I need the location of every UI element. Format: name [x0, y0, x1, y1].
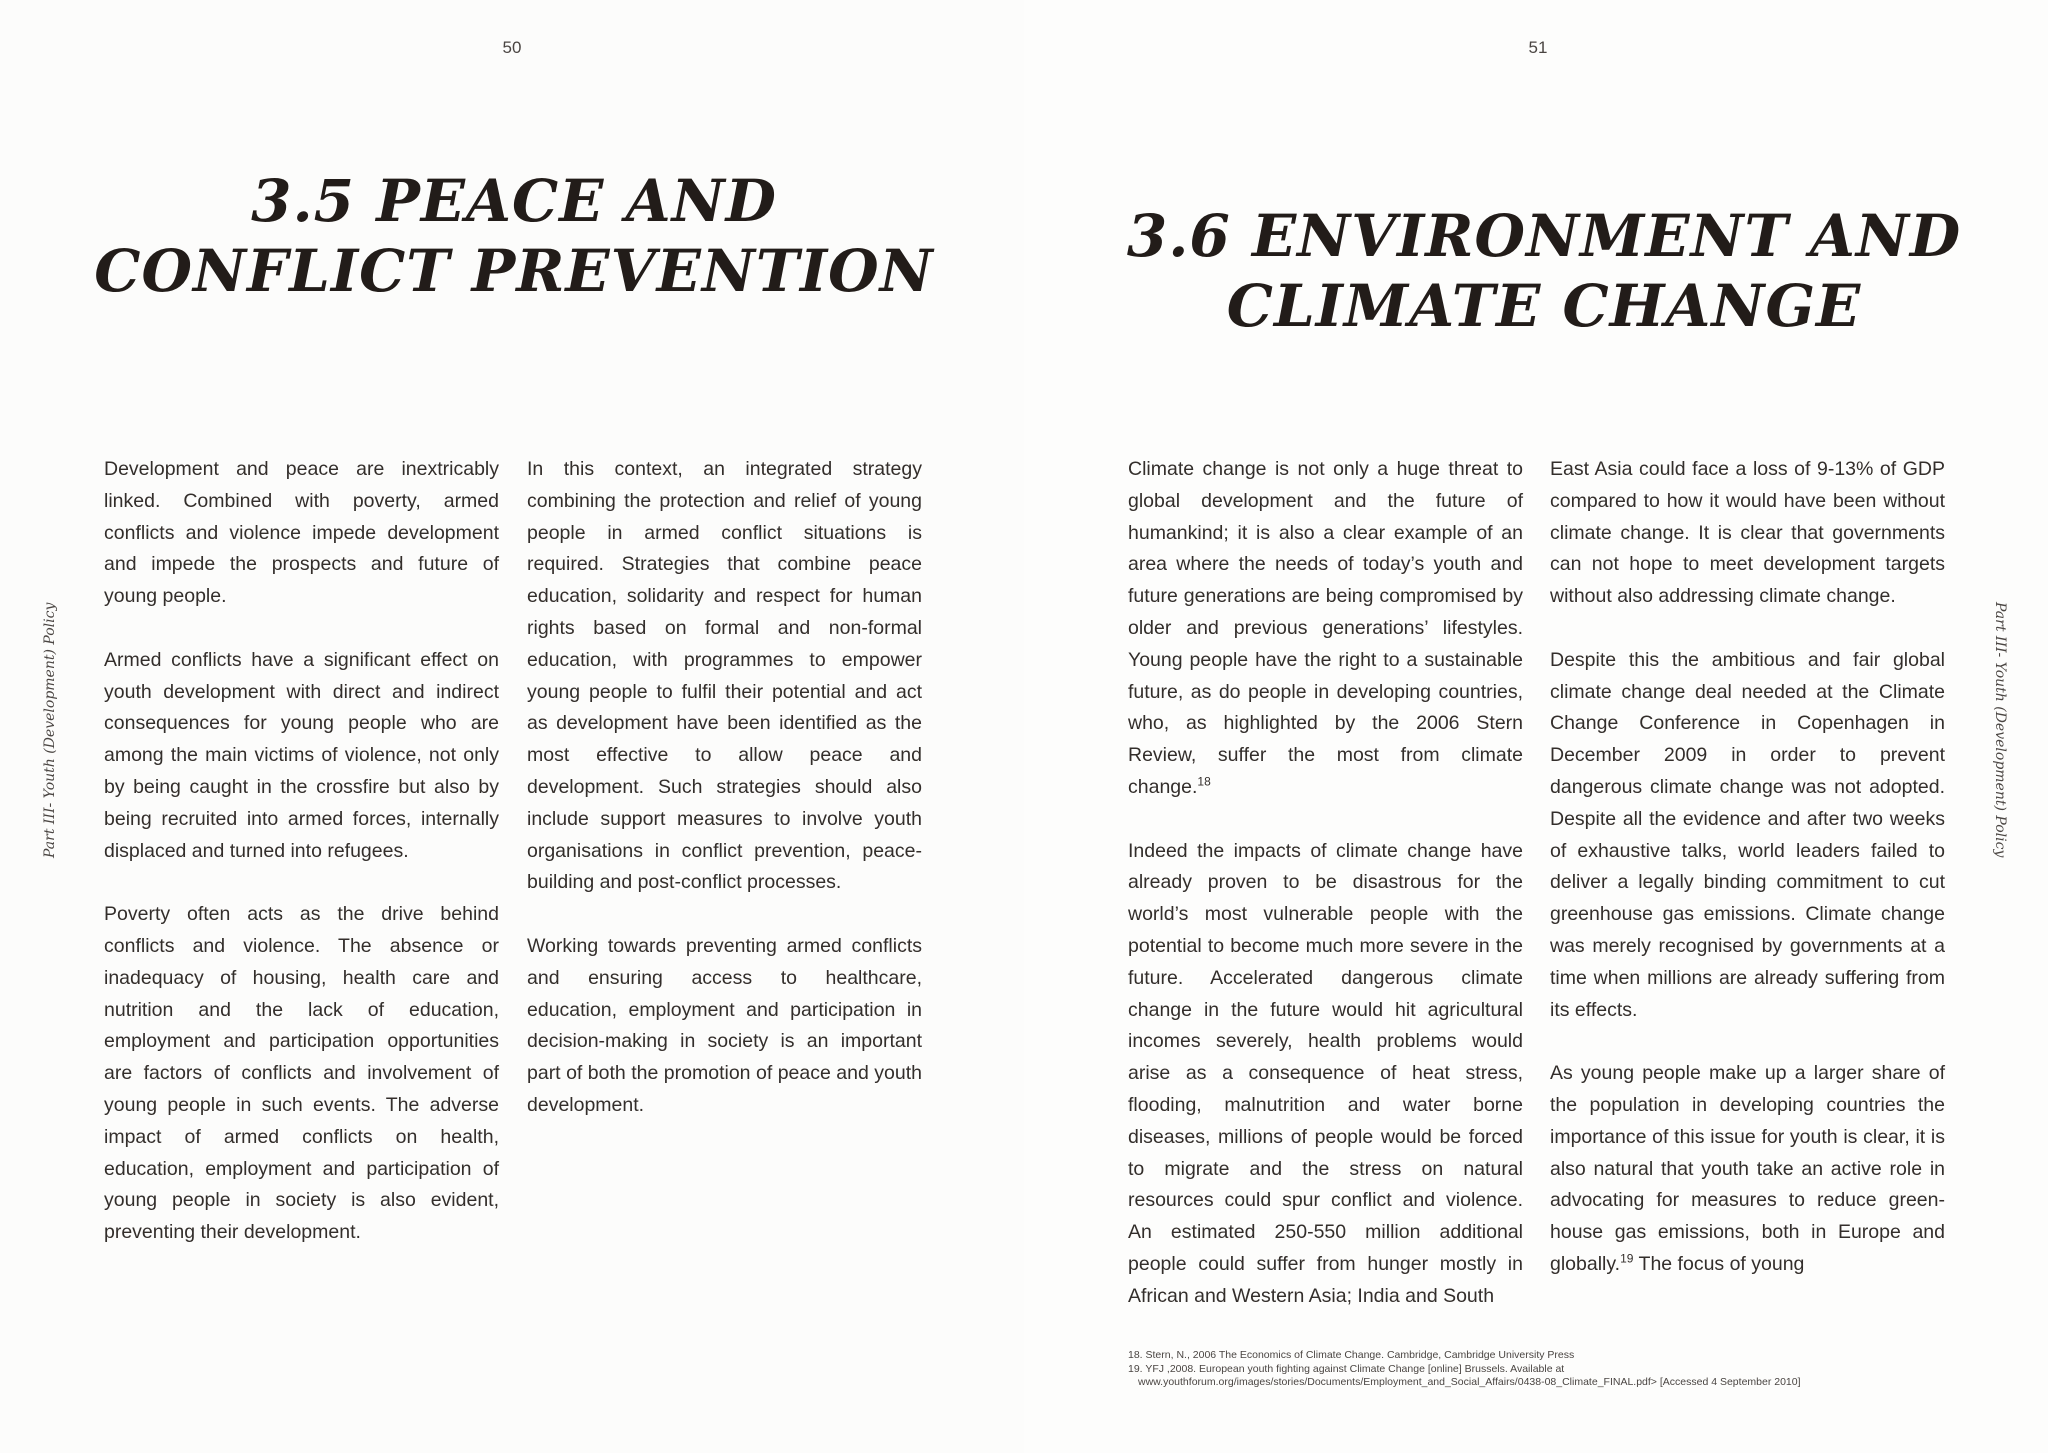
page-number-right: 51: [1528, 38, 1548, 57]
heading-line: CONFLICT PREVENTION: [94, 237, 934, 305]
paragraph: Indeed the impacts of climate change have already proven to be disastrous for the world’s most vulnerable people with the potential to become much more severe in the future. Accelerated dangerous climate change in the future would hit agricultural incomes severely, health problems would arise as a consequence of heat stress, flooding, malnutrition and water borne diseases, millions of people would be forced to migrate and the stress on natural resources could spur conflict and violence. An estimated 250-550 million additional people could suffer from hunger mostly in African and Western Asia; India and South: [1128, 839, 1523, 1307]
paragraph-text: As young people make up a larger share of the population in developing countries the importance of this issue for youth is clear, it is also natural that youth take an active role in advocating for measures to reduce green-house gas emissions, both in Europe and globally.: [1550, 1062, 1945, 1275]
footnote-18: 18. Stern, N., 2006 The Economics of Climate Change. Cambridge, Cambridge University Press: [1128, 1349, 1575, 1361]
footnote-19: 19. YFJ ,2008. European youth fighting against Climate Change [online] Brussels. Available at: [1128, 1362, 1565, 1375]
paragraph: [1128, 454, 1523, 804]
section-heading-environment: [1104, 201, 1984, 341]
paragraph: [1550, 1058, 1945, 1281]
footnote-19-url: www.youthforum.org/images/stories/Documents/Employment_and_Social_Affairs/0438-08_Climate_FINAL.pdf> [Accessed 4 September 2010]: [1138, 1376, 1801, 1388]
paragraph: Working towards preventing armed conflicts and ensuring access to healthcare, education, employment and participation in decision-making in society is an important part of both the promotion of peace and youth development.: [527, 934, 922, 1116]
paragraph-text: The focus of young: [1633, 1252, 1805, 1275]
running-head-left: Part III- Youth (Development) Policy: [42, 602, 58, 858]
right-page-column-2: [1550, 454, 1945, 1281]
paragraph-text: Climate change is not only a huge threat to global development and the future of humankind; it is also a clear example of an area where the needs of today’s youth and future generations are being compromised by older and previous generations’ lifestyles. Young people have the right to a sustainable future, as do people in developing countries, who, as highlighted by the 2006 Stern Review, suffer the most from climate change.: [1128, 458, 1523, 798]
paragraph: Poverty often acts as the drive behind conflicts and violence. The absence or inadequacy of housing, health care and nutrition and the lack of education, employment and participation opportunities are factors of conflicts and involvement of young people in such events. The adverse impact of armed conflicts on health, education, employment and participation of young people in society is also evident, preventing their development.: [104, 903, 499, 1244]
right-page-column-1: [1128, 454, 1523, 1313]
paragraph: Despite this the ambitious and fair global climate change deal needed at the Climate Change Conference in Copenhagen in December 2009 in order to prevent dangerous climate change was not adopted. Despite all the evidence and after two weeks of exhaustive talks, world leaders failed to deliver a legally binding commitment to cut greenhouse gas emissions. Climate change was merely recognised by governments at a time when millions are already suffering from its effects.: [1550, 648, 1945, 1021]
footnote-marker: 18: [1197, 774, 1211, 789]
heading-line: CLIMATE CHANGE: [1226, 272, 1862, 340]
running-head-right: Part III- Youth (Development) Policy: [1992, 602, 2008, 858]
footnotes: [1128, 1349, 1988, 1390]
paragraph: East Asia could face a loss of 9-13% of GDP compared to how it would have been without climate change. It is clear that governments can not hope to meet development targets without also addressing climate change.: [1550, 458, 1945, 608]
section-heading-peace: [80, 166, 948, 306]
footnote-marker: 19: [1620, 1251, 1634, 1266]
paragraph: In this context, an integrated strategy combining the protection and relief of young people in armed conflict situations is required. Strategies that combine peace education, solidarity and respect for human rights based on formal and non-formal education, with programmes to empower young people to fulfil their potential and act as development have been identified as the most effective to allow peace and development. Such strategies should also include support measures to involve youth organisations in conflict prevention, peace-building and post-conflict processes.: [527, 458, 922, 894]
paragraph: Armed conflicts have a significant effect on youth development with direct and indirect consequences for young people who are among the main victims of violence, not only by being caught in the crossfire but also by being recruited into armed forces, internally displaced and turned into refugees.: [104, 648, 499, 862]
paragraph: Development and peace are inextricably linked. Combined with poverty, armed conflicts and violence impede development and impede the prospects and future of young people.: [104, 458, 499, 608]
left-page-column-1: [104, 454, 499, 1249]
heading-line: 3.6 ENVIRONMENT AND: [1126, 202, 1962, 270]
heading-line: 3.5 PEACE AND: [251, 167, 777, 235]
page-number-left: 50: [502, 38, 522, 57]
left-page-column-2: [527, 454, 922, 1122]
